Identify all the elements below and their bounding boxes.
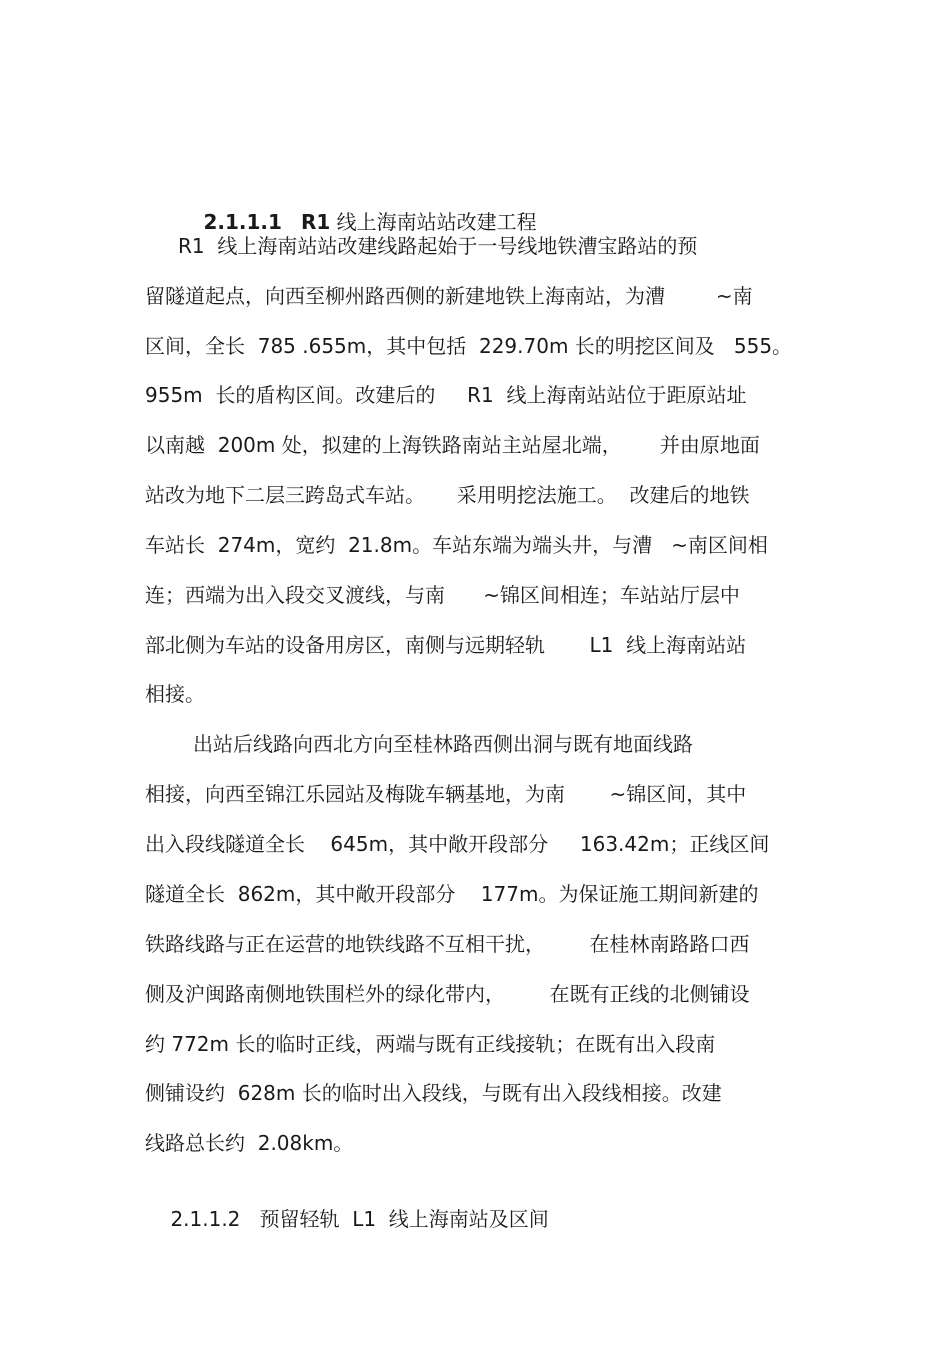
section-line-code: R1 <box>300 210 331 234</box>
paragraph-line: 区间，全长 785 .655m，其中包括 229.70m 长的明挖区间及 555。 <box>145 334 793 358</box>
paragraph-line: 出站后线路向西北方向至桂林路西侧出洞与既有地面线路 <box>193 732 693 756</box>
paragraph-line: 出入段线隧道全长 645m，其中敞开段部分 163.42m；正线区间 <box>145 832 770 856</box>
section-heading-2-1-1-2 <box>145 1180 549 1231</box>
section-number: 2.1.1.1 <box>203 210 282 234</box>
paragraph-line: 以南越 200m 处，拟建的上海铁路南站主站屋北端， 并由原地面 <box>145 433 760 457</box>
section-title: 预留轻轨 L1 线上海南站及区间 <box>240 1207 549 1231</box>
paragraph-line: 连；西端为出入段交叉渡线，与南 ~锦区间相连；车站站厅层中 <box>145 583 740 607</box>
paragraph-line: 955m 长的盾构区间。改建后的 R1 线上海南站站位于距原站址 <box>145 383 747 407</box>
section-heading-2-1-1-1 <box>178 183 537 234</box>
paragraph-line: 铁路线路与正在运营的地铁线路不互相干扰， 在桂林南路路口西 <box>145 932 750 956</box>
paragraph-line: 车站长 274m，宽约 21.8m。车站东端为端头井，与漕 ~南区间相 <box>145 533 768 557</box>
paragraph-line: 隧道全长 862m，其中敞开段部分 177m。为保证施工期间新建的 <box>145 882 759 906</box>
paragraph-line: 相接。 <box>145 682 205 706</box>
paragraph-line: 部北侧为车站的设备用房区，南侧与远期轻轨 L1 线上海南站站 <box>145 633 747 657</box>
paragraph-line: R1 线上海南站站改建线路起始于一号线地铁漕宝路站的预 <box>178 234 698 258</box>
paragraph-line: 线路总长约 2.08km。 <box>145 1131 354 1155</box>
paragraph-line: 相接，向西至锦江乐园站及梅陇车辆基地，为南 ~锦区间，其中 <box>145 782 747 806</box>
section-title: 线上海南站站改建工程 <box>330 210 537 234</box>
paragraph-line: 侧及沪闽路南侧地铁围栏外的绿化带内， 在既有正线的北侧铺设 <box>145 982 750 1006</box>
paragraph-line: 站改为地下二层三跨岛式车站。 采用明挖法施工。 改建后的地铁 <box>145 483 750 507</box>
paragraph-line: 约 772m 长的临时正线，两端与既有正线接轨；在既有出入段南 <box>145 1032 716 1056</box>
paragraph-line: 侧铺设约 628m 长的临时出入段线，与既有出入段线相接。改建 <box>145 1081 722 1105</box>
section-number: 2.1.1.2 <box>170 1207 241 1231</box>
paragraph-line: 留隧道起点，向西至柳州路西侧的新建地铁上海南站，为漕 ~南 <box>145 284 753 308</box>
